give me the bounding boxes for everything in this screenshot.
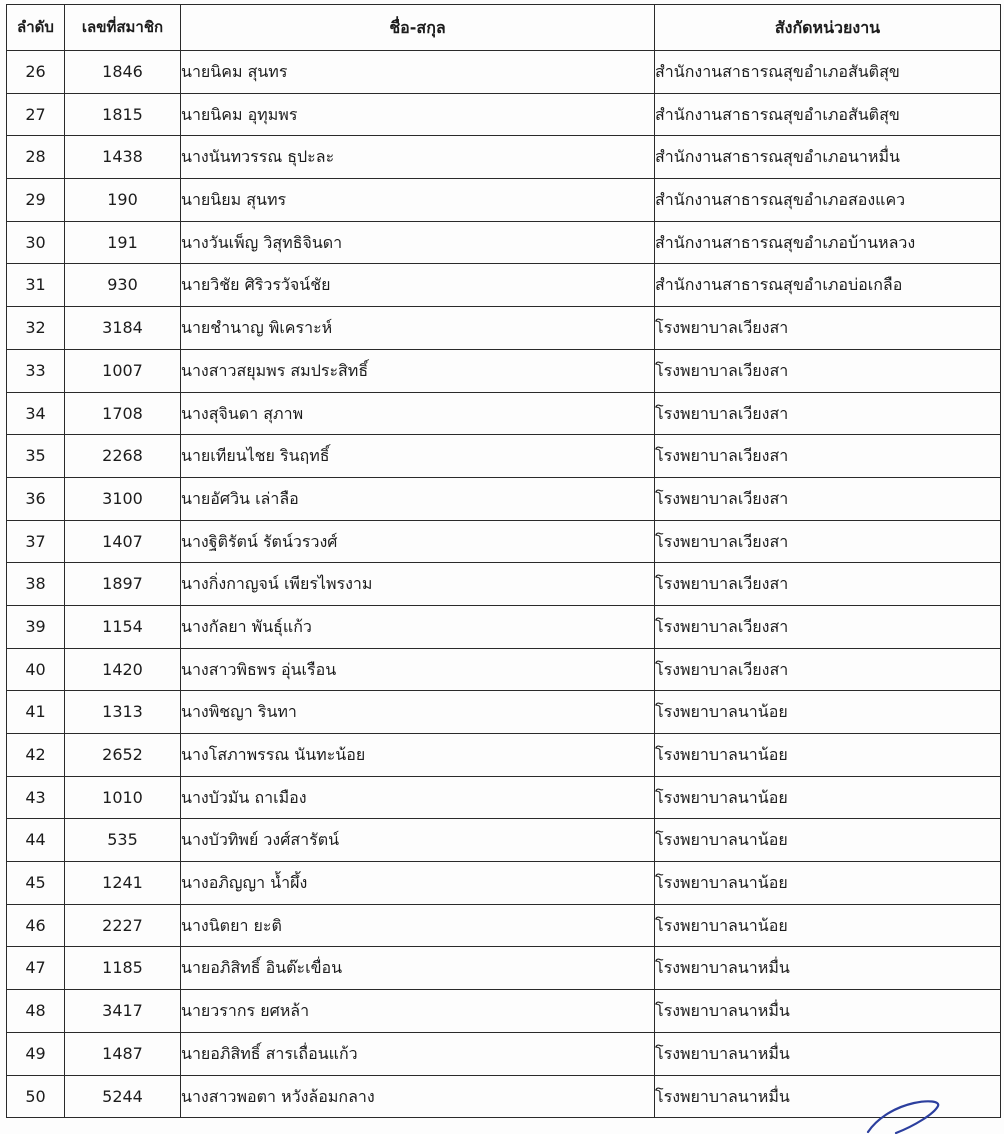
table-row — [7, 1032, 1001, 1075]
signature-mark — [862, 1096, 952, 1134]
cell-order: 36 — [7, 477, 65, 520]
cell-order: 31 — [7, 264, 65, 307]
table-header — [7, 5, 1001, 51]
cell-unit: โรงพยาบาลนาน้อย — [655, 904, 1001, 947]
table-row — [7, 307, 1001, 350]
cell-order: 27 — [7, 93, 65, 136]
cell-name: นางสุจินดา สุภาพ — [181, 392, 655, 435]
cell-order: 45 — [7, 862, 65, 905]
member-table — [6, 4, 1001, 1118]
table-row — [7, 51, 1001, 94]
cell-member-id: 1185 — [65, 947, 181, 990]
cell-unit: โรงพยาบาลเวียงสา — [655, 477, 1001, 520]
cell-name: นายวรากร ยศหล้า — [181, 990, 655, 1033]
cell-order: 37 — [7, 520, 65, 563]
cell-name: นางนิตยา ยะติ — [181, 904, 655, 947]
cell-name: นางสาวสยุมพร สมประสิทธิ์ — [181, 349, 655, 392]
table-row — [7, 734, 1001, 777]
cell-order: 44 — [7, 819, 65, 862]
cell-member-id: 1846 — [65, 51, 181, 94]
cell-unit: โรงพยาบาลเวียงสา — [655, 349, 1001, 392]
cell-member-id: 1420 — [65, 648, 181, 691]
table-row — [7, 776, 1001, 819]
cell-unit: สำนักงานสาธารณสุขอำเภอสันติสุข — [655, 51, 1001, 94]
table-row — [7, 136, 1001, 179]
cell-order: 47 — [7, 947, 65, 990]
cell-name: นายนิคม สุนทร — [181, 51, 655, 94]
table-row — [7, 862, 1001, 905]
cell-member-id: 535 — [65, 819, 181, 862]
cell-order: 39 — [7, 605, 65, 648]
table-row — [7, 648, 1001, 691]
table-row — [7, 435, 1001, 478]
cell-order: 46 — [7, 904, 65, 947]
cell-unit: โรงพยาบาลนาน้อย — [655, 776, 1001, 819]
cell-member-id: 3184 — [65, 307, 181, 350]
cell-order: 32 — [7, 307, 65, 350]
cell-order: 43 — [7, 776, 65, 819]
cell-name: นางฐิติรัตน์ รัตน์วรวงศ์ — [181, 520, 655, 563]
cell-unit: โรงพยาบาลนาน้อย — [655, 862, 1001, 905]
header-unit: สังกัดหน่วยงาน — [655, 5, 1001, 51]
cell-name: นางกิ่งกาญจน์ เพียรไพรงาม — [181, 563, 655, 606]
cell-unit: โรงพยาบาลนาน้อย — [655, 734, 1001, 777]
table-row — [7, 93, 1001, 136]
cell-order: 48 — [7, 990, 65, 1033]
cell-member-id: 1815 — [65, 93, 181, 136]
cell-unit: สำนักงานสาธารณสุขอำเภอสองแคว — [655, 179, 1001, 222]
cell-member-id: 1708 — [65, 392, 181, 435]
cell-unit: โรงพยาบาลนาหมื่น — [655, 947, 1001, 990]
cell-order: 30 — [7, 221, 65, 264]
table-row — [7, 605, 1001, 648]
cell-name: นายนิคม อุทุมพร — [181, 93, 655, 136]
cell-member-id: 1487 — [65, 1032, 181, 1075]
cell-member-id: 2268 — [65, 435, 181, 478]
cell-order: 38 — [7, 563, 65, 606]
cell-name: นางบัวทิพย์ วงศ์สารัตน์ — [181, 819, 655, 862]
cell-name: นางอภิญญา น้ำผึ้ง — [181, 862, 655, 905]
cell-name: นางสาวพอตา หวังล้อมกลาง — [181, 1075, 655, 1118]
table-row — [7, 1075, 1001, 1118]
cell-name: นางวันเพ็ญ วิสุทธิจินดา — [181, 221, 655, 264]
cell-member-id: 1897 — [65, 563, 181, 606]
table-row — [7, 563, 1001, 606]
table-row — [7, 392, 1001, 435]
header-name: ชื่อ-สกุล — [181, 5, 655, 51]
cell-unit: โรงพยาบาลนาหมื่น — [655, 1032, 1001, 1075]
cell-member-id: 3100 — [65, 477, 181, 520]
table-body — [7, 51, 1001, 1118]
cell-order: 34 — [7, 392, 65, 435]
cell-order: 28 — [7, 136, 65, 179]
cell-unit: โรงพยาบาลเวียงสา — [655, 648, 1001, 691]
cell-member-id: 2227 — [65, 904, 181, 947]
cell-name: นายวิชัย ศิริวรวัจน์ชัย — [181, 264, 655, 307]
cell-name: นางบัวมัน ถาเมือง — [181, 776, 655, 819]
cell-unit: โรงพยาบาลเวียงสา — [655, 520, 1001, 563]
cell-member-id: 3417 — [65, 990, 181, 1033]
table-row — [7, 477, 1001, 520]
header-order: ลำดับ — [7, 5, 65, 51]
cell-member-id: 1438 — [65, 136, 181, 179]
cell-order: 29 — [7, 179, 65, 222]
cell-name: นางสาวพิธพร อุ่นเรือน — [181, 648, 655, 691]
table-row — [7, 349, 1001, 392]
cell-order: 33 — [7, 349, 65, 392]
cell-member-id: 930 — [65, 264, 181, 307]
table-row — [7, 904, 1001, 947]
cell-order: 41 — [7, 691, 65, 734]
cell-name: นายนิยม สุนทร — [181, 179, 655, 222]
cell-unit: โรงพยาบาลเวียงสา — [655, 563, 1001, 606]
cell-member-id: 1154 — [65, 605, 181, 648]
cell-name: นางกัลยา พันธุ์แก้ว — [181, 605, 655, 648]
cell-order: 26 — [7, 51, 65, 94]
table-row — [7, 947, 1001, 990]
cell-unit: โรงพยาบาลเวียงสา — [655, 605, 1001, 648]
cell-member-id: 191 — [65, 221, 181, 264]
cell-order: 35 — [7, 435, 65, 478]
cell-name: นายอภิสิทธิ์ สารเถื่อนแก้ว — [181, 1032, 655, 1075]
cell-name: นายอภิสิทธิ์ อินต๊ะเขื่อน — [181, 947, 655, 990]
table-row — [7, 990, 1001, 1033]
cell-member-id: 190 — [65, 179, 181, 222]
cell-unit: โรงพยาบาลนาหมื่น — [655, 990, 1001, 1033]
table-row — [7, 691, 1001, 734]
cell-member-id: 2652 — [65, 734, 181, 777]
cell-name: นายชำนาญ พิเคราะห์ — [181, 307, 655, 350]
cell-unit: สำนักงานสาธารณสุขอำเภอบ้านหลวง — [655, 221, 1001, 264]
cell-order: 49 — [7, 1032, 65, 1075]
cell-unit: โรงพยาบาลนาน้อย — [655, 691, 1001, 734]
signature-stroke-icon — [862, 1096, 952, 1134]
cell-member-id: 1313 — [65, 691, 181, 734]
header-member-id: เลขที่สมาชิก — [65, 5, 181, 51]
cell-unit: สำนักงานสาธารณสุขอำเภอสันติสุข — [655, 93, 1001, 136]
cell-name: นางพิชญา รินทา — [181, 691, 655, 734]
cell-name: นางโสภาพรรณ นันทะน้อย — [181, 734, 655, 777]
cell-name: นายเทียนไชย รินฤทธิ์ — [181, 435, 655, 478]
header-row — [7, 5, 1001, 51]
cell-unit: สำนักงานสาธารณสุขอำเภอนาหมื่น — [655, 136, 1001, 179]
table-row — [7, 819, 1001, 862]
cell-member-id: 1010 — [65, 776, 181, 819]
cell-unit: โรงพยาบาลเวียงสา — [655, 307, 1001, 350]
cell-member-id: 5244 — [65, 1075, 181, 1118]
cell-unit: โรงพยาบาลเวียงสา — [655, 392, 1001, 435]
cell-member-id: 1407 — [65, 520, 181, 563]
cell-unit: โรงพยาบาลเวียงสา — [655, 435, 1001, 478]
cell-order: 42 — [7, 734, 65, 777]
cell-order: 40 — [7, 648, 65, 691]
cell-name: นางนันทวรรณ ธุปะละ — [181, 136, 655, 179]
table-row — [7, 264, 1001, 307]
cell-unit: โรงพยาบาลนาน้อย — [655, 819, 1001, 862]
cell-order: 50 — [7, 1075, 65, 1118]
table-row — [7, 221, 1001, 264]
cell-unit: โรงพยาบาลนาหมื่น — [655, 1075, 1001, 1118]
cell-member-id: 1007 — [65, 349, 181, 392]
cell-member-id: 1241 — [65, 862, 181, 905]
cell-name: นายอัศวิน เล่าลือ — [181, 477, 655, 520]
cell-unit: สำนักงานสาธารณสุขอำเภอบ่อเกลือ — [655, 264, 1001, 307]
table-row — [7, 179, 1001, 222]
table-row — [7, 520, 1001, 563]
